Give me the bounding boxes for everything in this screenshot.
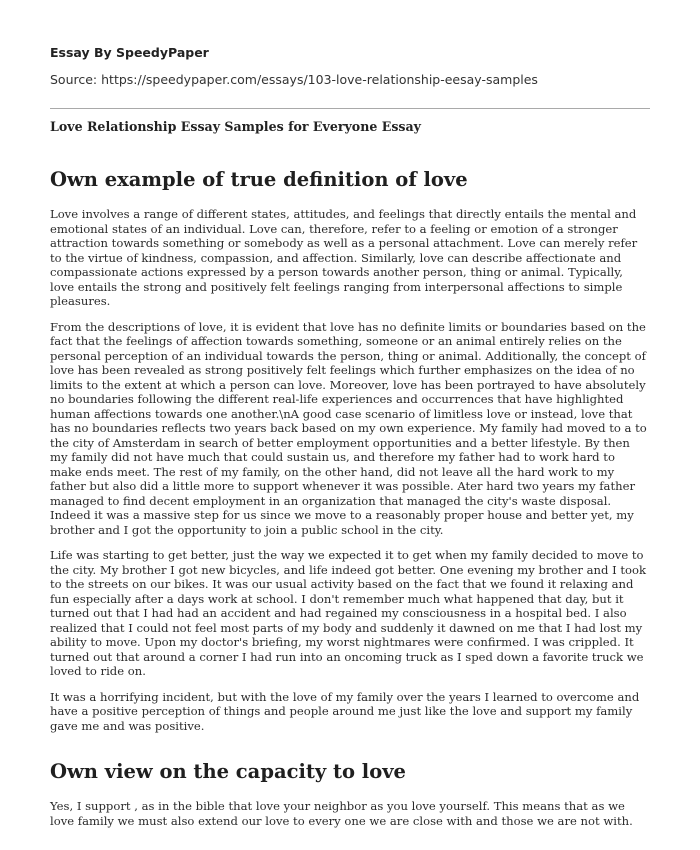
document-body (50, 167, 650, 839)
document-title: Love Relationship Essay Samples for Everyone Essay (50, 119, 421, 134)
source-link[interactable]: Source: https://speedypaper.com/essays/103-love-relationship-eesay-samples (50, 72, 538, 87)
paragraph-4: It was a horrifying incident, but with the love of my family over the years I learned to overcome and have a positive perception of things and people around me just like the love and support my family gave me and was positive. (50, 689, 640, 733)
paragraph-1: Love involves a range of different states, attitudes, and feelings that directly entails the mental and emotional states of an individual. Love can, therefore, refer to a feeling or emotion of a stronger attraction towards something or somebody as well as a personal attachment. Love can merely refer to the virtue of kindness, compassion, and affection. Similarly, love can describe affectionate and compassionate actions expressed by a person towards another person, thing or animal. Typically, love entails the strong and positively felt feelings ranging from interpersonal affections to simple pleasures. (50, 207, 638, 308)
brand-title: Essay By SpeedyPaper (50, 45, 209, 60)
paragraph-2: From the descriptions of love, it is evident that love has no definite limits or boundaries based on the fact that the feelings of affection towards something, someone or an animal entirely relies on the personal perception of an individual towards the person, thing or animal. Additionally, the concept of love has been revealed as strong positively felt feelings which further emphasizes on the idea of no limits to the extent at which a person can love. Moreover, love has been portrayed to have absolutely no boundaries following the different real-life experiences and occurrences that have highlighted human affections towards one another.\nA good case scenario of limitless love or instead, love that has no boundaries reflects two years back based on my own experience. My family had moved to a to the city of Amsterdam in search of better employment opportunities and a better lifestyle. By then my family did not have much that could sustain us, and therefore my father had to work hard to make ends meet. The rest of my family, on the other hand, did not leave all the hard work to my father but also did a little more to support whenever it was possible. Ater hard two years my father managed to find decent employment in an organization that managed the city's waste disposal. Indeed it was a massive step for us since we move to a reasonably proper house and better yet, my brother and I got the opportunity to join a public school in the city. (50, 319, 647, 537)
section-heading-2: Own view on the capacity to love (50, 760, 406, 783)
paragraph-5: Yes, I support , as in the bible that love your neighbor as you love yourself. This means that as we love family we must also extend our love to every one we are close with and those we are not with. (50, 799, 633, 828)
section-heading-1: Own example of true definition of love (50, 168, 468, 191)
header-divider (50, 108, 650, 109)
paragraph-3: Life was starting to get better, just the way we expected it to get when my family decided to move to the city. My brother I got new bicycles, and life indeed got better. One evening my brother and I took to the streets on our bikes. It was our usual activity based on the fact that we found it relaxing and fun especially after a days work at school. I don't remember much what happened that day, but it turned out that I had had an accident and had regained my consciousness in a hospital bed. I also realized that I could not feel most parts of my body and suddenly it dawned on me that I had lost my ability to move. Upon my doctor's briefing, my worst nightmares were confirmed. I was crippled. It turned out that around a corner I had run into an oncoming truck as I sped down a favorite truck we loved to ride on. (50, 548, 647, 678)
